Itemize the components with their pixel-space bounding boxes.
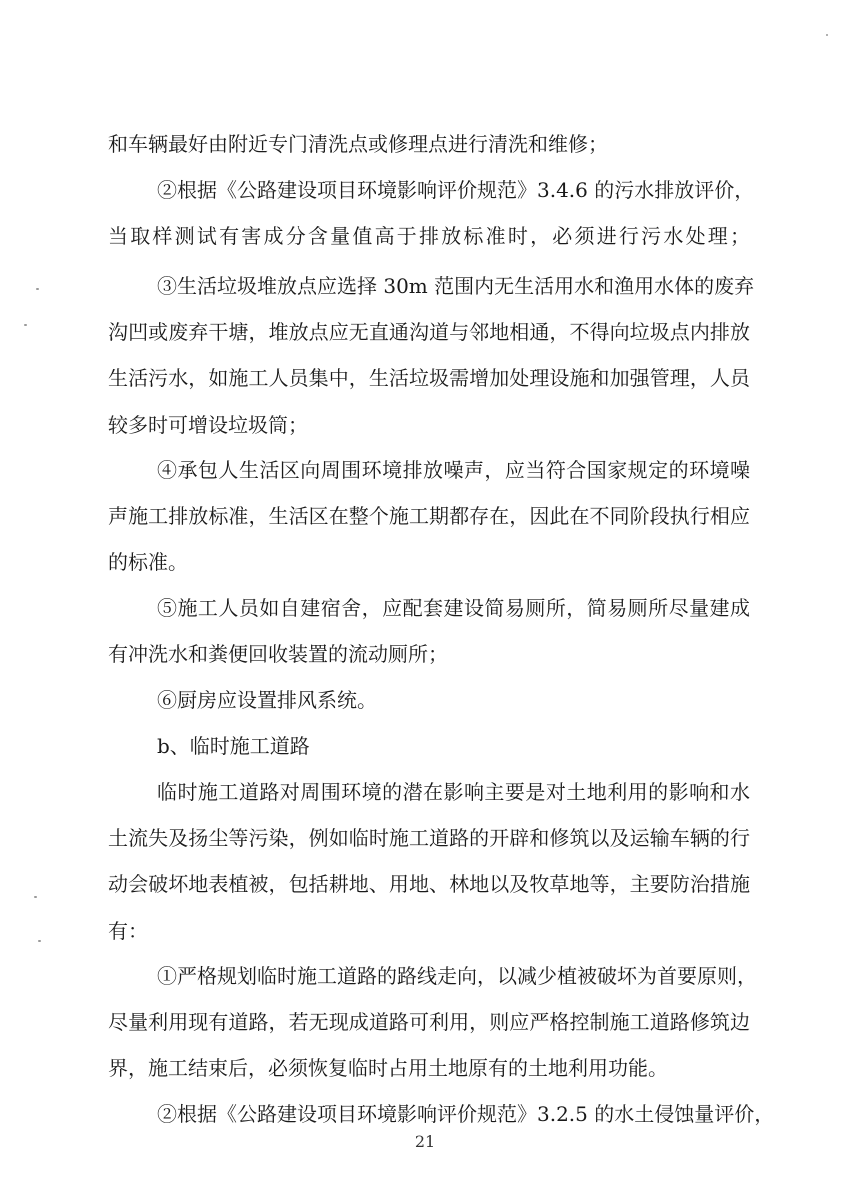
text-line: 临时施工道路对周围环境的潜在影响主要是对土地利用的影响和水 [157, 780, 750, 804]
text-line: 生活污水，如施工人员集中，生活垃圾需增加处理设施和加强管理，人员 [108, 366, 750, 390]
scan-speck [38, 940, 41, 942]
text-line: 尽量利用现有道路，若无现成道路可利用，则应严格控制施工道路修筑边 [108, 1010, 750, 1034]
scan-speck [34, 896, 37, 898]
text-line: 的标准。 [108, 550, 188, 574]
text-line: 有： [108, 919, 148, 943]
text-line: 和车辆最好由附近专门清洗点或修理点进行清洗和维修； [108, 132, 608, 156]
text-line: 声施工排放标准，生活区在整个施工期都存在，因此在不同阶段执行相应 [108, 504, 750, 528]
text-line: 较多时可增设垃圾筒； [108, 413, 308, 437]
text-line: ②根据《公路建设项目环境影响评价规范》3.2.5 的水土侵蚀量评价， [157, 1102, 775, 1126]
text-line: ①严格规划临时施工道路的路线走向，以减少植被破坏为首要原则， [157, 964, 757, 988]
page-number: 21 [414, 1132, 436, 1151]
text-line: ④承包人生活区向周围环境排放噪声，应当符合国家规定的环境噪 [157, 458, 750, 482]
text-line: ②根据《公路建设项目环境影响评价规范》3.4.6 的污水排放评价， [157, 178, 755, 202]
text-line: 有冲洗水和粪便回收装置的流动厕所； [108, 642, 448, 666]
scan-speck [36, 288, 39, 290]
text-line: 当取样测试有害成分含量值高于排放标准时，必须进行污水处理； [108, 224, 750, 248]
text-line: 界，施工结束后，必须恢复临时占用土地原有的土地利用功能。 [108, 1056, 668, 1080]
text-line: 土流失及扬尘等污染，例如临时施工道路的开辟和修筑以及运输车辆的行 [108, 826, 750, 850]
scan-speck [24, 324, 27, 326]
text-line: 动会破坏地表植被，包括耕地、用地、林地以及牧草地等，主要防治措施 [108, 872, 750, 896]
text-line: ⑤施工人员如自建宿舍，应配套建设简易厕所，简易厕所尽量建成 [157, 596, 750, 620]
text-line: ③生活垃圾堆放点应选择 30m 范围内无生活用水和渔用水体的废弃 [157, 274, 755, 298]
text-line: ⑥厨房应设置排风系统。 [157, 688, 377, 712]
text-line: 沟凹或废弃干塘，堆放点应无直通沟道与邻地相通，不得向垃圾点内排放 [108, 320, 750, 344]
section-heading: b、临时施工道路 [157, 734, 310, 758]
scan-speck [826, 34, 828, 36]
